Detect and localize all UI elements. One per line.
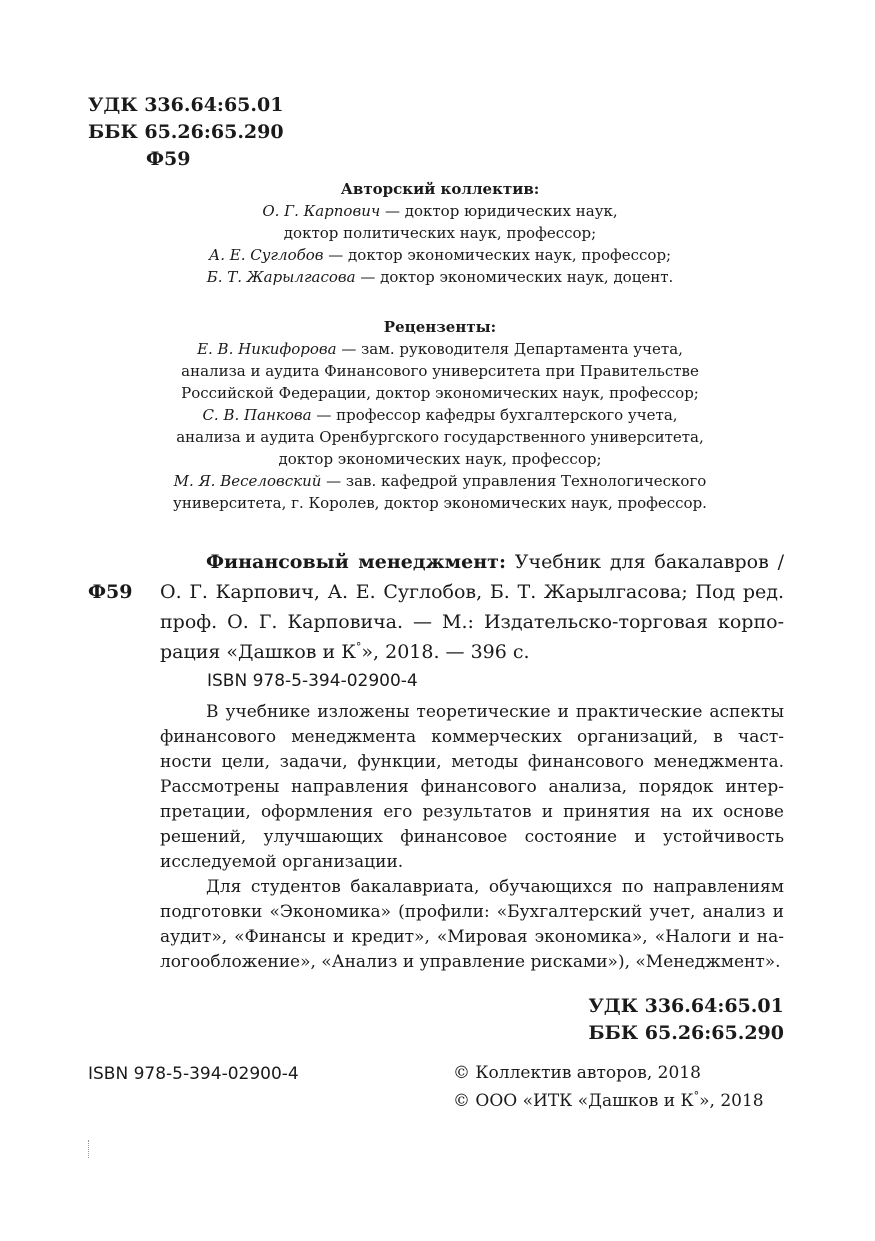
abstract-line: исследуемой организации. [160,852,404,872]
reviewer-line: доктор экономических наук, профессор; [278,450,602,468]
classification-codes-bottom [588,993,784,1047]
reviewer-line: Е. В. Никифорова — зам. руководителя Департамента учета, [197,340,683,358]
abstract-line: аудит», «Финансы и кредит», «Мировая экономика», «Налоги и на- [160,927,784,947]
bibliography-author-mark: Ф59 [88,581,133,603]
copyright-authors: © Коллектив авторов, 2018 [453,1063,701,1083]
author-line: А. Е. Суглобов — доктор экономических наук, профессор; [208,246,672,264]
classification-codes-top [88,92,284,173]
reviewer-line: Российской Федерации, доктор экономических наук, профессор; [181,384,699,402]
reviewers-block [120,316,760,514]
abstract-line: подготовки «Экономика» (профили: «Бухгалтерский учет, анализ и [160,902,784,922]
authors-block [120,178,760,288]
udk-code: УДК 336.64:65.01 [88,94,284,116]
authors-heading: Авторский коллектив: [340,180,540,198]
abstract-line: финансового менеджмента коммерческих организаций, в част- [160,727,784,747]
page-edge-mark [88,1140,91,1158]
bbk-code: ББК 65.26:65.290 [588,1022,784,1044]
abstract [160,700,784,975]
biblio-line: проф. О. Г. Карповича. — М.: Издательско-торговая корпо- [160,611,784,633]
bbk-code: ББК 65.26:65.290 [88,121,284,143]
reviewer-line: М. Я. Веселовский — зав. кафедрой управления Технологического [173,472,707,490]
abstract-line: Для студентов бакалавриата, обучающихся по направлениям [206,877,784,897]
author-mark: Ф59 [146,148,191,170]
isbn-footer: ISBN 978-5-394-02900-4 [88,1064,299,1084]
abstract-line: претации, оформления его результатов и принятия на их основе [160,802,784,822]
biblio-line: рация «Дашков и К°», 2018. — 396 с. [160,640,530,663]
reviewers-heading: Рецензенты: [383,318,497,336]
reviewer-line: университета, г. Королев, доктор экономических наук, профессор. [173,494,707,512]
author-line: О. Г. Карпович — доктор юридических наук, [262,202,618,220]
abstract-line: Рассмотрены направления финансового анализа, порядок интер- [160,777,784,797]
author-line: доктор политических наук, профессор; [283,224,597,242]
reviewer-line: С. В. Панкова — профессор кафедры бухгалтерского учета, [202,406,678,424]
biblio-line: О. Г. Карпович, А. Е. Суглобов, Б. Т. Жарылгасова; Под ред. [160,581,784,603]
bibliographic-record [160,547,784,667]
copyright-publisher: © ООО «ИТК «Дашков и К°», 2018 [453,1089,764,1111]
reviewer-line: анализа и аудита Финансового университета при Правительстве [181,362,699,380]
copyright-block [453,1059,764,1115]
udk-code: УДК 336.64:65.01 [588,995,784,1017]
biblio-line: Финансовый менеджмент: Учебник для бакалавров / [206,551,784,573]
reviewer-line: анализа и аудита Оренбургского государственного университета, [176,428,704,446]
book-title: Финансовый менеджмент: [206,551,506,573]
author-line: Б. Т. Жарылгасова — доктор экономических наук, доцент. [206,268,674,286]
isbn-record: ISBN 978-5-394-02900-4 [207,671,418,691]
abstract-line: В учебнике изложены теоретические и практические аспекты [206,702,784,722]
abstract-line: ности цели, задачи, функции, методы финансового менеджмента. [160,752,784,772]
abstract-line: решений, улучшающих финансовое состояние и устойчивость [160,827,784,847]
abstract-line: логообложение», «Анализ и управление рисками»), «Менеджмент». [160,952,781,972]
